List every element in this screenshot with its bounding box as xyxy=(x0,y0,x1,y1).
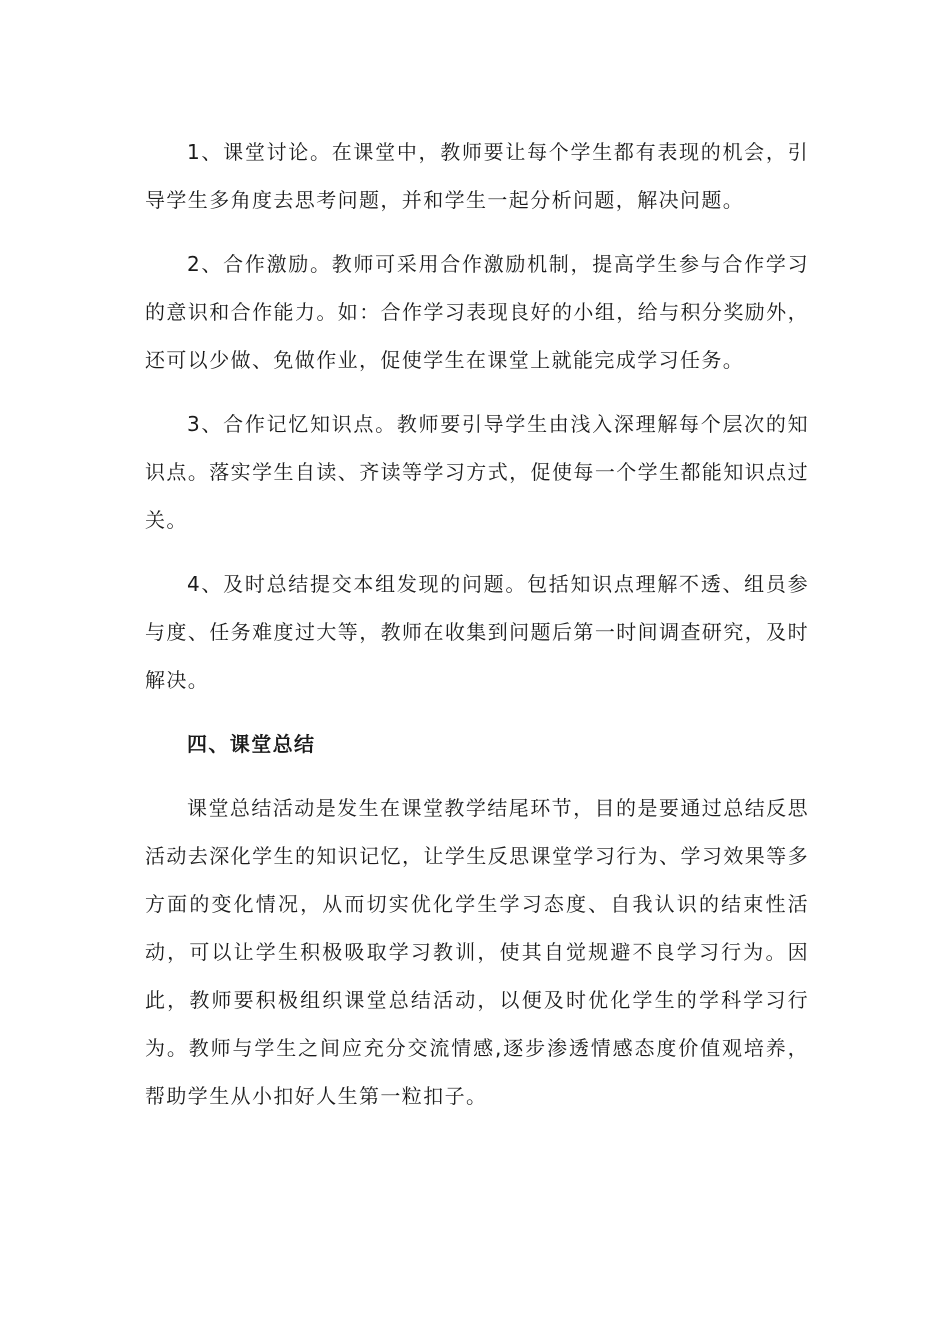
paragraph-classroom-discussion: 1、课堂讨论。在课堂中，教师要让每个学生都有表现的机会，引导学生多角度去思考问题，并和学生一起分析问题，解决问题。 xyxy=(145,140,809,212)
paragraph-class-summary: 课堂总结活动是发生在课堂教学结尾环节，目的是要通过总结反思活动去深化学生的知识记忆，让学生反思课堂学习行为、学习效果等多方面的变化情况，从而切实优化学生学习态度、自我认识的结束性活动，可以让学生积极吸取学习教训，使其自觉规避不良学习行为。因此，教师要积极组织课堂总结活动，以便及时优化学生的学科学习行为。教师与学生之间应充分交流情感,逐步渗透情感态度价值观培养，帮助学生从小扣好人生第一粒扣子。 xyxy=(145,796,809,1108)
paragraph-summarize-problems: 4、及时总结提交本组发现的问题。包括知识点理解不透、组员参与度、任务难度过大等，教师在收集到问题后第一时间调查研究，及时解决。 xyxy=(145,572,809,692)
section-heading: 四、课堂总结 xyxy=(187,732,316,756)
document-body xyxy=(145,128,809,1136)
paragraph-cooperation-incentive: 2、合作激励。教师可采用合作激励机制，提高学生参与合作学习的意识和合作能力。如：合作学习表现良好的小组，给与积分奖励外，还可以少做、免做作业，促使学生在课堂上就能完成学习任务。 xyxy=(145,252,809,372)
paragraph-cooperative-memory: 3、合作记忆知识点。教师要引导学生由浅入深理解每个层次的知识点。落实学生自读、齐读等学习方式，促使每一个学生都能知识点过关。 xyxy=(145,412,809,532)
